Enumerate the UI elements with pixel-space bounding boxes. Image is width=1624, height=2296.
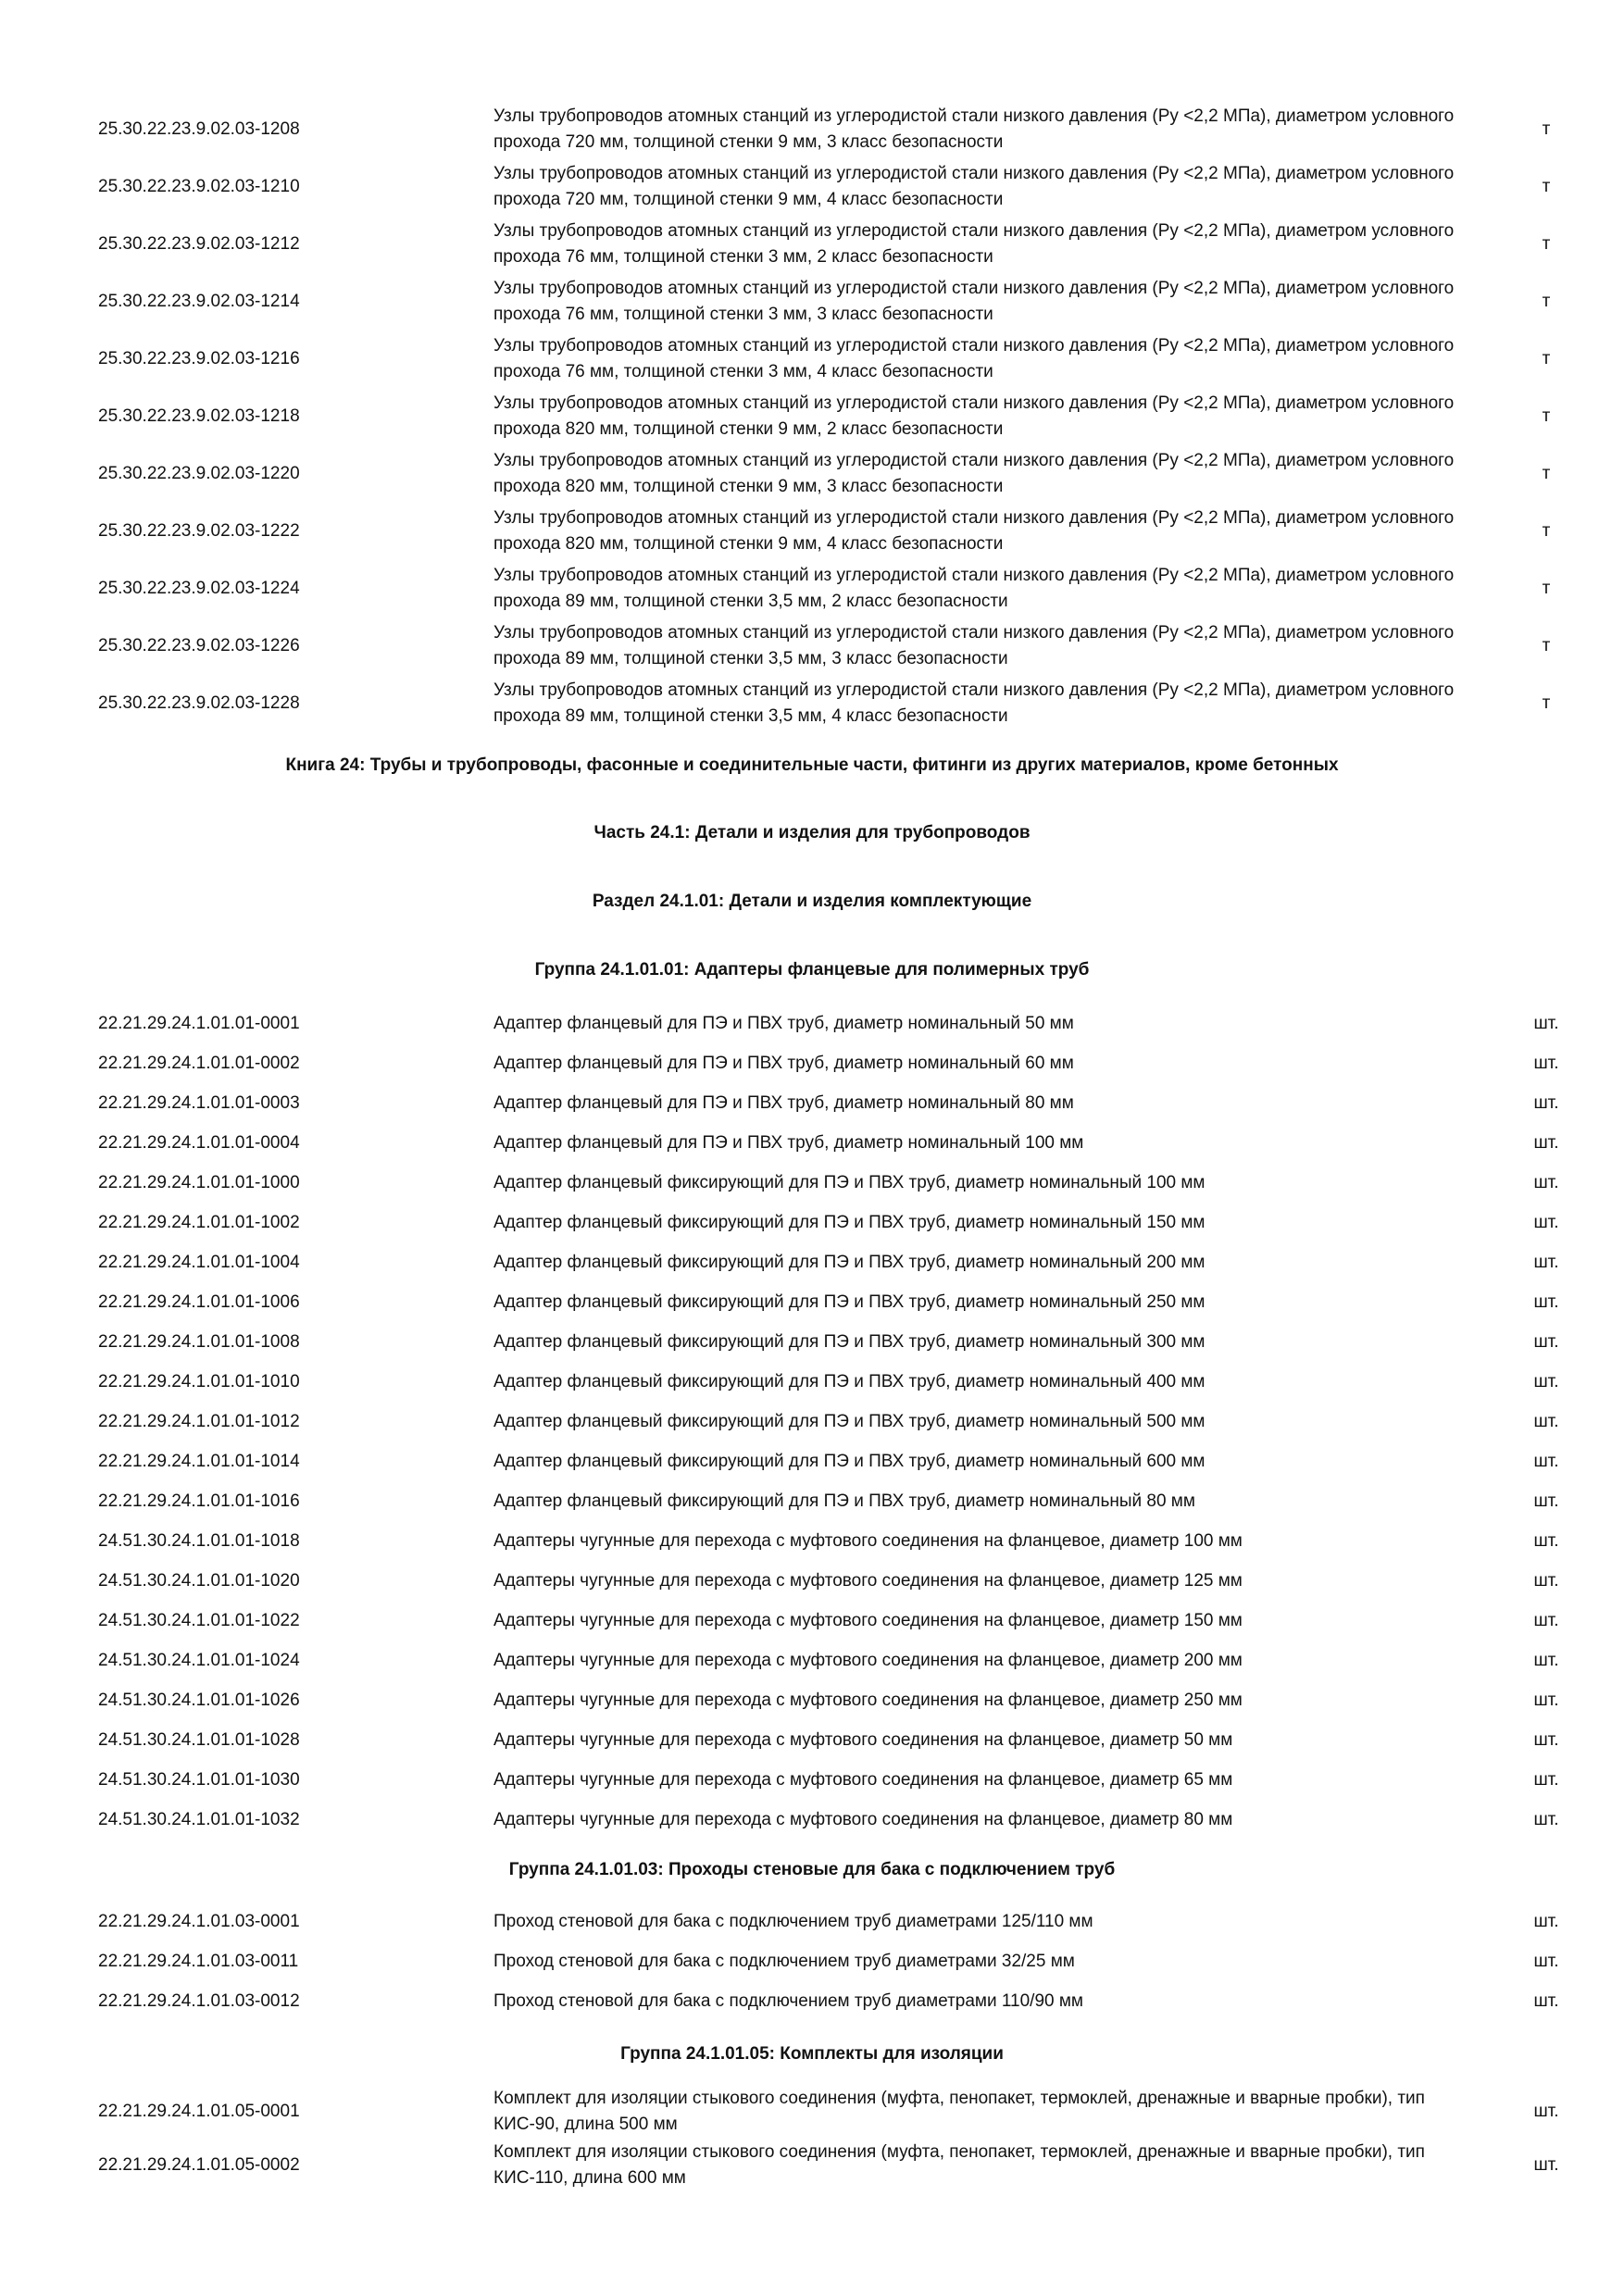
- row-name: Адаптеры чугунные для перехода с муфтового соединения на фланцевое, диаметр 65 мм: [493, 1770, 1233, 1790]
- row-name: Узлы трубопроводов атомных станций из углеродистой стали низкого давления (Ру <2,2 МПа), диаметром условного прохода 76 мм, толщиной стенки 3 мм, 3 класс безопасности: [493, 279, 1455, 324]
- row-unit: шт.: [1533, 1952, 1559, 1971]
- row-unit: т: [1542, 406, 1551, 426]
- row-name: Адаптеры чугунные для перехода с муфтового соединения на фланцевое, диаметр 200 мм: [493, 1651, 1243, 1670]
- table-row: [0, 1721, 1624, 1761]
- table-row: [0, 445, 1624, 503]
- row-unit: шт.: [1533, 1093, 1559, 1113]
- row-name: Адаптер фланцевый для ПЭ и ПВХ труб, диаметр номинальный 60 мм: [493, 1054, 1074, 1073]
- row-code: 25.30.22.23.9.02.03-1208: [98, 119, 300, 139]
- table-row: [0, 273, 1624, 331]
- row-code: 22.21.29.24.1.01.01-1006: [98, 1292, 300, 1312]
- row-unit: т: [1542, 464, 1551, 483]
- row-name: Адаптеры чугунные для перехода с муфтового соединения на фланцевое, диаметр 50 мм: [493, 1730, 1233, 1750]
- row-name: Адаптеры чугунные для перехода с муфтового соединения на фланцевое, диаметр 80 мм: [493, 1810, 1233, 1829]
- row-unit: т: [1542, 349, 1551, 368]
- row-unit: т: [1542, 521, 1551, 541]
- table-row: [0, 388, 1624, 445]
- row-name: Проход стеновой для бака с подключением труб диаметрами 32/25 мм: [493, 1952, 1075, 1971]
- row-code: 25.30.22.23.9.02.03-1218: [98, 406, 300, 426]
- row-name: Узлы трубопроводов атомных станций из углеродистой стали низкого давления (Ру <2,2 МПа), диаметром условного прохода 76 мм, толщиной стенки 3 мм, 4 класс безопасности: [493, 336, 1455, 381]
- row-name: Узлы трубопроводов атомных станций из углеродистой стали низкого давления (Ру <2,2 МПа), диаметром условного прохода 820 мм, толщиной стенки 9 мм, 2 класс безопасности: [493, 393, 1455, 439]
- row-code: 24.51.30.24.1.01.01-1032: [98, 1810, 300, 1829]
- part-heading: Часть 24.1: Детали и изделия для трубопроводов: [593, 823, 1031, 842]
- row-code: 25.30.22.23.9.02.03-1210: [98, 177, 300, 196]
- row-unit: шт.: [1533, 1531, 1559, 1551]
- table-row: [0, 1982, 1624, 2022]
- row-unit: шт.: [1533, 1991, 1559, 2011]
- row-code: 22.21.29.24.1.01.01-1008: [98, 1332, 300, 1352]
- row-unit: шт.: [1533, 1014, 1559, 1033]
- row-code: 24.51.30.24.1.01.01-1028: [98, 1730, 300, 1750]
- row-code: 22.21.29.24.1.01.01-1016: [98, 1491, 300, 1511]
- row-unit: шт.: [1533, 1253, 1559, 1272]
- book-heading: Книга 24: Трубы и трубопроводы, фасонные и соединительные части, фитинги из других материалов, кроме бетонных: [285, 755, 1339, 775]
- row-name: Адаптер фланцевый фиксирующий для ПЭ и ПВХ труб, диаметр номинальный 500 мм: [493, 1412, 1206, 1431]
- row-unit: т: [1542, 177, 1551, 196]
- row-unit: шт.: [1533, 1491, 1559, 1511]
- row-name: Адаптеры чугунные для перехода с муфтового соединения на фланцевое, диаметр 125 мм: [493, 1571, 1243, 1591]
- table-row: [0, 1403, 1624, 1442]
- row-unit: шт.: [1533, 1912, 1559, 1931]
- table-row: [0, 1681, 1624, 1721]
- row-name: Узлы трубопроводов атомных станций из углеродистой стали низкого давления (Ру <2,2 МПа), диаметром условного прохода 89 мм, толщиной стенки 3,5 мм, 2 класс безопасности: [493, 566, 1455, 611]
- row-unit: шт.: [1533, 1452, 1559, 1471]
- row-code: 22.21.29.24.1.01.01-1010: [98, 1372, 300, 1391]
- row-name: Адаптер фланцевый для ПЭ и ПВХ труб, диаметр номинальный 100 мм: [493, 1133, 1084, 1153]
- row-unit: шт.: [1533, 1691, 1559, 1710]
- group-heading-wall-passages: Группа 24.1.01.03: Проходы стеновые для бака с подключением труб: [508, 1860, 1116, 1879]
- table-row: [0, 503, 1624, 560]
- row-name: Адаптер фланцевый фиксирующий для ПЭ и ПВХ труб, диаметр номинальный 300 мм: [493, 1332, 1206, 1352]
- table-row: [0, 1164, 1624, 1204]
- row-unit: шт.: [1533, 1730, 1559, 1750]
- row-name: Узлы трубопроводов атомных станций из углеродистой стали низкого давления (Ру <2,2 МПа), диаметром условного прохода 89 мм, толщиной стенки 3,5 мм, 3 класс безопасности: [493, 623, 1455, 668]
- row-name: Адаптер фланцевый фиксирующий для ПЭ и ПВХ труб, диаметр номинальный 100 мм: [493, 1173, 1206, 1192]
- row-name: Адаптер фланцевый фиксирующий для ПЭ и ПВХ труб, диаметр номинальный 250 мм: [493, 1292, 1206, 1312]
- row-name: Адаптеры чугунные для перехода с муфтового соединения на фланцевое, диаметр 100 мм: [493, 1531, 1243, 1551]
- row-name: Узлы трубопроводов атомных станций из углеродистой стали низкого давления (Ру <2,2 МПа), диаметром условного прохода 820 мм, толщиной стенки 9 мм, 3 класс безопасности: [493, 451, 1455, 496]
- row-code: 22.21.29.24.1.01.01-0002: [98, 1054, 300, 1073]
- table-row: [0, 1562, 1624, 1602]
- row-code: 22.21.29.24.1.01.01-1012: [98, 1412, 300, 1431]
- row-name: Адаптер фланцевый для ПЭ и ПВХ труб, диаметр номинальный 50 мм: [493, 1014, 1074, 1033]
- table-row: [0, 1522, 1624, 1562]
- row-name: Адаптер фланцевый фиксирующий для ПЭ и ПВХ труб, диаметр номинальный 200 мм: [493, 1253, 1206, 1272]
- row-name: Проход стеновой для бака с подключением труб диаметрами 110/90 мм: [493, 1991, 1083, 2011]
- table-row: [0, 1942, 1624, 1982]
- row-unit: шт.: [1533, 1571, 1559, 1591]
- row-unit: шт.: [1533, 1810, 1559, 1829]
- table-row: [0, 2137, 1624, 2194]
- table-row: [0, 1761, 1624, 1801]
- table-row: [0, 1004, 1624, 1044]
- table-row: [0, 1363, 1624, 1403]
- row-code: 22.21.29.24.1.01.05-0001: [98, 2102, 300, 2121]
- row-code: 24.51.30.24.1.01.01-1022: [98, 1611, 300, 1630]
- table-row: [0, 1602, 1624, 1641]
- table-row: [0, 1124, 1624, 1164]
- row-code: 22.21.29.24.1.01.01-0001: [98, 1014, 300, 1033]
- row-unit: т: [1542, 234, 1551, 254]
- row-unit: т: [1542, 636, 1551, 655]
- table-row: [0, 1084, 1624, 1124]
- row-code: 22.21.29.24.1.01.01-0004: [98, 1133, 300, 1153]
- row-name: Адаптер фланцевый для ПЭ и ПВХ труб, диаметр номинальный 80 мм: [493, 1093, 1074, 1113]
- table-row: [0, 1442, 1624, 1482]
- row-unit: шт.: [1533, 1651, 1559, 1670]
- row-code: 22.21.29.24.1.01.03-0011: [98, 1952, 299, 1971]
- row-unit: шт.: [1533, 1372, 1559, 1391]
- table-row: [0, 1641, 1624, 1681]
- row-code: 25.30.22.23.9.02.03-1228: [98, 693, 300, 713]
- row-unit: т: [1542, 119, 1551, 139]
- table-row: [0, 1482, 1624, 1522]
- table-row: [0, 618, 1624, 675]
- row-name: Адаптер фланцевый фиксирующий для ПЭ и ПВХ труб, диаметр номинальный 150 мм: [493, 1213, 1206, 1232]
- table-row: [0, 101, 1624, 158]
- row-code: 25.30.22.23.9.02.03-1226: [98, 636, 300, 655]
- section-heading: Раздел 24.1.01: Детали и изделия комплектующие: [592, 892, 1032, 911]
- row-code: 25.30.22.23.9.02.03-1212: [98, 234, 300, 254]
- row-unit: т: [1542, 693, 1551, 713]
- table-row: [0, 1044, 1624, 1084]
- row-name: Адаптер фланцевый фиксирующий для ПЭ и ПВХ труб, диаметр номинальный 600 мм: [493, 1452, 1206, 1471]
- row-name: Адаптеры чугунные для перехода с муфтового соединения на фланцевое, диаметр 250 мм: [493, 1691, 1243, 1710]
- row-code: 22.21.29.24.1.01.05-0002: [98, 2155, 300, 2175]
- row-code: 24.51.30.24.1.01.01-1018: [98, 1531, 300, 1551]
- row-name: Узлы трубопроводов атомных станций из углеродистой стали низкого давления (Ру <2,2 МПа), диаметром условного прохода 89 мм, толщиной стенки 3,5 мм, 4 класс безопасности: [493, 680, 1455, 726]
- row-unit: т: [1542, 292, 1551, 311]
- row-code: 22.21.29.24.1.01.01-1000: [98, 1173, 300, 1192]
- row-name: Проход стеновой для бака с подключением труб диаметрами 125/110 мм: [493, 1912, 1093, 1931]
- group-heading-flange-adapters: Группа 24.1.01.01: Адаптеры фланцевые для полимерных труб: [534, 960, 1090, 980]
- row-unit: шт.: [1533, 1173, 1559, 1192]
- row-name: Узлы трубопроводов атомных станций из углеродистой стали низкого давления (Ру <2,2 МПа), диаметром условного прохода 720 мм, толщиной стенки 9 мм, 3 класс безопасности: [493, 106, 1455, 152]
- table-row: [0, 1323, 1624, 1363]
- row-code: 22.21.29.24.1.01.01-1002: [98, 1213, 300, 1232]
- table-row: [0, 331, 1624, 388]
- row-unit: т: [1542, 579, 1551, 598]
- table-row: [0, 2083, 1624, 2140]
- row-name: Комплект для изоляции стыкового соединения (муфта, пенопакет, термоклей, дренажные и вварные пробки), тип КИС-90, длина 500 мм: [493, 2089, 1425, 2134]
- row-code: 24.51.30.24.1.01.01-1030: [98, 1770, 300, 1790]
- table-row: [0, 216, 1624, 273]
- row-unit: шт.: [1533, 1332, 1559, 1352]
- table-row: [0, 1243, 1624, 1283]
- row-unit: шт.: [1533, 2155, 1559, 2175]
- row-code: 22.21.29.24.1.01.01-1004: [98, 1253, 300, 1272]
- row-code: 22.21.29.24.1.01.01-1014: [98, 1452, 300, 1471]
- row-code: 22.21.29.24.1.01.03-0001: [98, 1912, 300, 1931]
- row-unit: шт.: [1533, 1611, 1559, 1630]
- row-code: 25.30.22.23.9.02.03-1224: [98, 579, 300, 598]
- row-code: 25.30.22.23.9.02.03-1216: [98, 349, 300, 368]
- table-row: [0, 1801, 1624, 1841]
- row-code: 25.30.22.23.9.02.03-1214: [98, 292, 300, 311]
- row-code: 22.21.29.24.1.01.01-0003: [98, 1093, 300, 1113]
- row-unit: шт.: [1533, 1054, 1559, 1073]
- row-code: 24.51.30.24.1.01.01-1026: [98, 1691, 300, 1710]
- group-heading-insulation-kits: Группа 24.1.01.05: Комплекты для изоляции: [620, 2044, 1004, 2064]
- table-row: [0, 1283, 1624, 1323]
- row-code: 22.21.29.24.1.01.03-0012: [98, 1991, 300, 2011]
- table-row: [0, 1204, 1624, 1243]
- row-unit: шт.: [1533, 1133, 1559, 1153]
- row-name: Адаптер фланцевый фиксирующий для ПЭ и ПВХ труб, диаметр номинальный 80 мм: [493, 1491, 1195, 1511]
- table-row: [0, 1903, 1624, 1942]
- table-row: [0, 560, 1624, 618]
- row-code: 25.30.22.23.9.02.03-1222: [98, 521, 300, 541]
- row-name: Комплект для изоляции стыкового соединения (муфта, пенопакет, термоклей, дренажные и вварные пробки), тип КИС-110, длина 600 мм: [493, 2142, 1425, 2188]
- row-code: 24.51.30.24.1.01.01-1020: [98, 1571, 300, 1591]
- row-unit: шт.: [1533, 1412, 1559, 1431]
- table-row: [0, 675, 1624, 732]
- row-unit: шт.: [1533, 1770, 1559, 1790]
- row-name: Узлы трубопроводов атомных станций из углеродистой стали низкого давления (Ру <2,2 МПа), диаметром условного прохода 820 мм, толщиной стенки 9 мм, 4 класс безопасности: [493, 508, 1455, 554]
- row-name: Узлы трубопроводов атомных станций из углеродистой стали низкого давления (Ру <2,2 МПа), диаметром условного прохода 76 мм, толщиной стенки 3 мм, 2 класс безопасности: [493, 221, 1455, 267]
- table-row: [0, 158, 1624, 216]
- row-unit: шт.: [1533, 1213, 1559, 1232]
- row-code: 24.51.30.24.1.01.01-1024: [98, 1651, 300, 1670]
- row-name: Узлы трубопроводов атомных станций из углеродистой стали низкого давления (Ру <2,2 МПа), диаметром условного прохода 720 мм, толщиной стенки 9 мм, 4 класс безопасности: [493, 164, 1455, 209]
- row-unit: шт.: [1533, 2102, 1559, 2121]
- row-name: Адаптер фланцевый фиксирующий для ПЭ и ПВХ труб, диаметр номинальный 400 мм: [493, 1372, 1206, 1391]
- row-code: 25.30.22.23.9.02.03-1220: [98, 464, 300, 483]
- row-unit: шт.: [1533, 1292, 1559, 1312]
- row-name: Адаптеры чугунные для перехода с муфтового соединения на фланцевое, диаметр 150 мм: [493, 1611, 1243, 1630]
